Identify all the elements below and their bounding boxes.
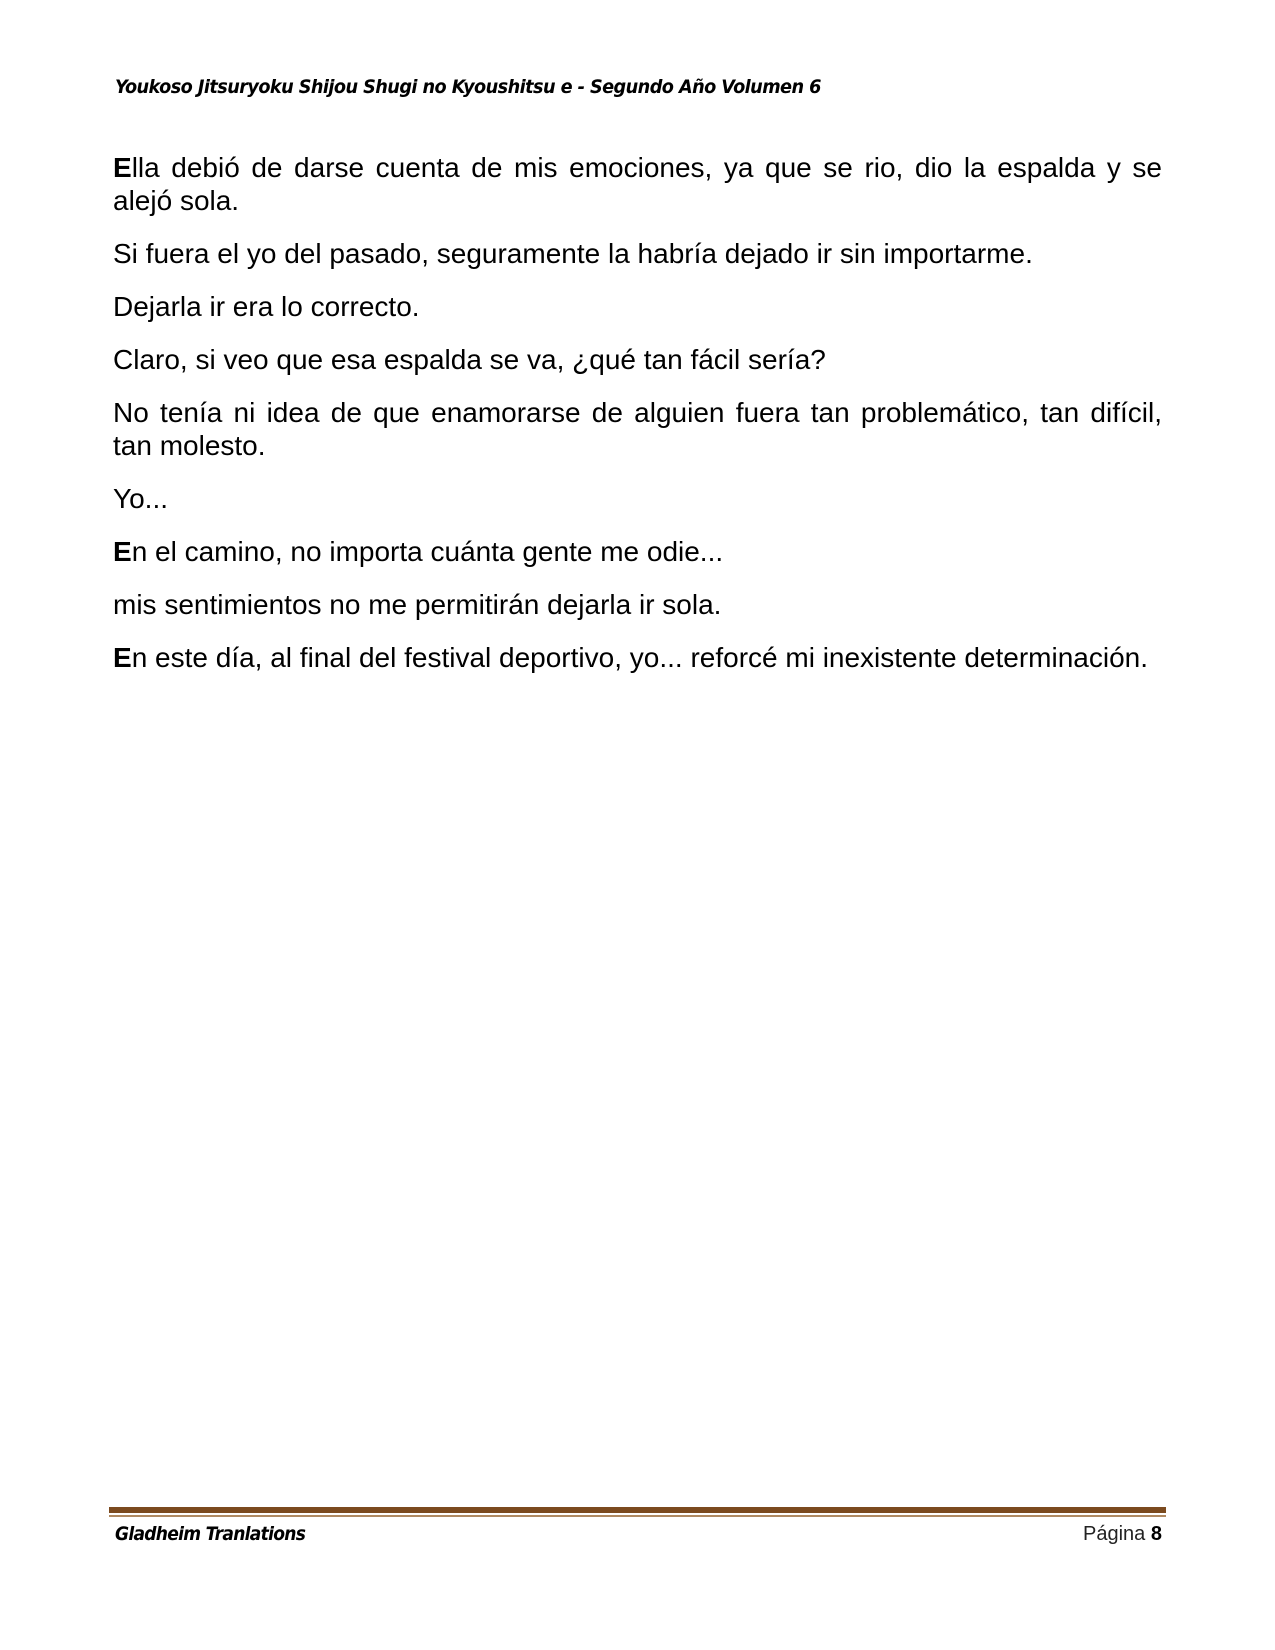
paragraph: [113, 588, 1162, 621]
paragraph-lead: E: [113, 642, 132, 673]
page-label: Página: [1083, 1523, 1146, 1545]
paragraph: [113, 343, 1162, 376]
paragraph-text: mis sentimientos no me permitirán dejarla ir sola.: [113, 589, 722, 620]
paragraph: [113, 482, 1162, 515]
page-number: 8: [1150, 1523, 1162, 1545]
paragraph-text: Claro, si veo que esa espalda se va, ¿qué tan fácil sería?: [113, 344, 826, 375]
footer-rule-thin: [109, 1515, 1166, 1517]
paragraph-text: Dejarla ir era lo correcto.: [113, 291, 420, 322]
page-indicator: [1083, 1522, 1162, 1546]
footer-credit: Gladheim Tranlations: [115, 1523, 306, 1545]
paragraph: [113, 641, 1162, 674]
paragraph-text: No tenía ni idea de que enamorarse de alguien fuera tan problemático, tan difícil, tan molesto.: [113, 397, 1162, 461]
footer-rule: [109, 1507, 1166, 1513]
paragraph-text: Yo...: [113, 483, 169, 514]
running-header: Youkoso Jitsuryoku Shijou Shugi no Kyoushitsu e - Segundo Año Volumen 6: [115, 76, 821, 98]
paragraph-text: n el camino, no importa cuánta gente me odie...: [131, 536, 724, 567]
paragraph-text: n este día, al final del festival deportivo, yo... reforcé mi inexistente determinación.: [131, 642, 1148, 673]
paragraph-text: Si fuera el yo del pasado, seguramente la habría dejado ir sin importarme.: [113, 238, 1033, 269]
paragraph: [113, 535, 1162, 568]
paragraph: [113, 396, 1162, 462]
paragraph: [113, 237, 1162, 270]
paragraph-lead: E: [113, 536, 132, 567]
paragraph-text: lla debió de darse cuenta de mis emociones, ya que se rio, dio la espalda y se alejó sola.: [113, 152, 1162, 216]
paragraph-lead: E: [113, 152, 132, 183]
paragraph: [113, 151, 1162, 217]
body-text: [113, 151, 1162, 694]
paragraph: [113, 290, 1162, 323]
